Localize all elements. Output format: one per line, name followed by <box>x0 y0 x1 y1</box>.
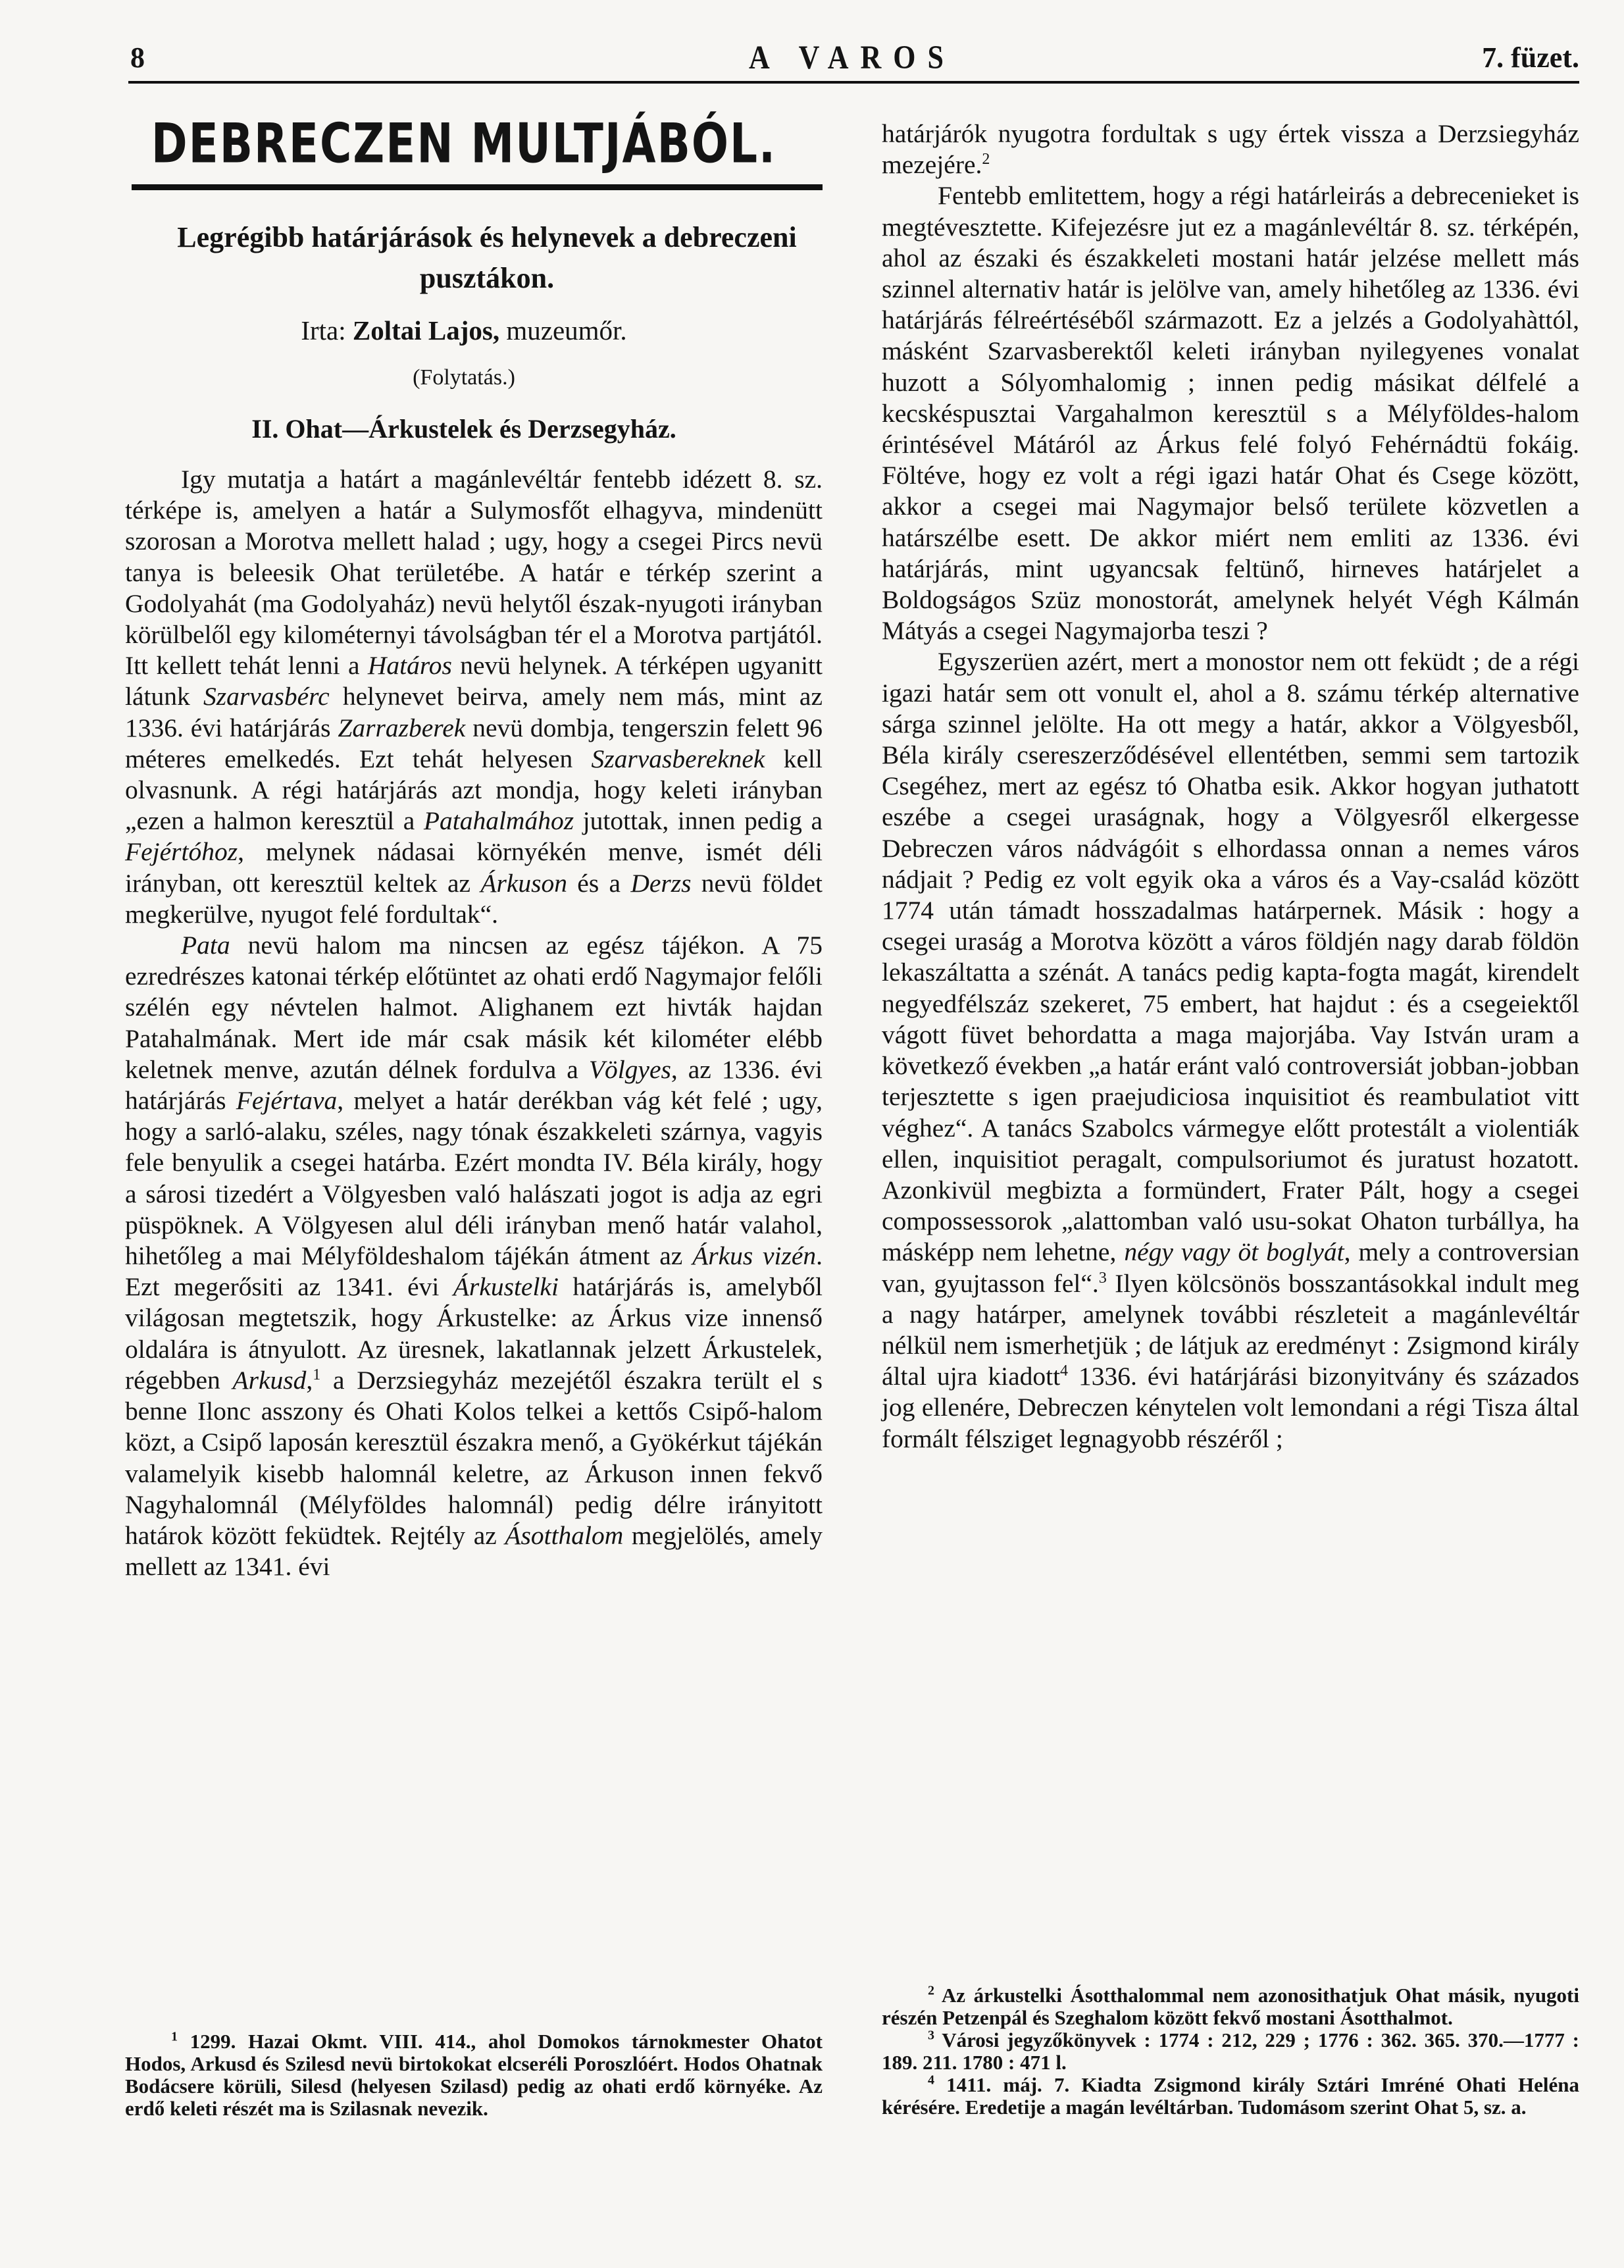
italic-term: Völgyes <box>588 1054 671 1084</box>
chapter-heading: II. Ohat—Árkustelek és Derzsegyház. <box>251 414 676 444</box>
footnote: $^4$ 1411. máj. 7. Kiadta Zsigmond király Sztári Imréné Ohati Heléna kérésére. Eredetije a magán levéltárban. Tudomásom szerint Ohat 5, sz. a. <box>882 2073 1579 2119</box>
italic-term: négy vagy öt boglyát <box>1124 1237 1344 1267</box>
header-rule <box>128 81 1579 84</box>
left-column-footnotes <box>125 2030 823 2120</box>
issue-number: 7. füzet. <box>1482 41 1579 74</box>
italic-term: Szarvasbereknek <box>591 744 765 773</box>
italic-term: Patahalmához <box>423 806 574 836</box>
section-title: DEBRECZEN MULTJÁBÓL. <box>151 112 777 176</box>
paragraph: Igy mutatja a határt a magánlevéltár fentebb idézett 8. sz. térképe is, amelyen a határ a Sulymosfőt elhagyva, mindenütt szorosan a Morotva mellett halad ; ugy, hogy a csegei Pircs nevü tanya is beleesik Ohat területébe. A határ e térkép szerint a Godolyahát (ma Godolyaház) nevü helytől észak-nyugoti irányban körülbelől egy kilométernyi távolságban tér el a Morotva partjától. Itt kellett tehát lenni a Határos nevü helynek. A térképen ugyanitt látunk Szarvasbérc helynevet beirva, amely nem más, mint az 1336. évi határjárás Zarrazberek nevü dombja, tengerszin felett 96 méteres emelkedés. Ezt tehát helyesen Szarvasbereknek kell olvasnunk. A régi határjárás azt mondja, hogy keleti irányban „ezen a halmon keresztül a Patahalmához jutottak, innen pedig a Fejértóhoz, melynek nádasai környékén menve, ismét déli irányban, ott keresztül keltek az Árkuson és a Derzs nevü földet megkerülve, nyugot felé fordultak“. <box>125 465 823 929</box>
footnote: $^3$ Városi jegyzőkönyvek : 1774 : 212, 229 ; 1776 : 362. 365. 370.—1777 : 189. 211. 1780 : 471 l. <box>882 2028 1579 2074</box>
italic-term: Határos <box>367 651 452 681</box>
paragraph: Egyszerüen azért, mert a monostor nem ott feküdt ; de a régi igazi határ sem ott vonult el, ahol a 8. számu térkép alternative sárga szinnel jelölte. Ha ott megy a határ, akkor a Völgyesből, Béla király csereszerződésével ellentétben, semmi sem tartozik Csegéhez, mert az egész tó Ohatba esik. Akkor hogyan juthatott eszébe a csegei uraságnak, hogy a Völgyesről elkergesse Debreczen város nádvágóit s elhordassa onnan a nemes város nádjait ? Pedig ez volt egyik oka a város és a Vay-család között 1774 után támadt hosszadalmas határpernek. Másik : hogy a csegei uraság a Morotva között a város földjén nagy darab földön lekaszáltatta a szénát. A tanács pedig kapta-fogta magát, kirendelt negyedfélszáz szekeret, 75 embert, hat hajdut : és a csegeiektől vágott füvet behordatta a maga majorjába. Vay István uram a következő években „a határ eránt való controversiát jobban-jobban terjesztette s igen praejudiciosa inquisitiot és reambulatiot vitt véghez“. A tanács Szabolcs vármegye előtt protestált a violentiák ellen, inquisitiot peragalt, compulsoriumot és juratust hozatott. Azonkivül megbizta a formündert, Frater Pált, hogy a csegei compossessorok „alattomban való usu-sokat Ohaton turbállya, ha másképp nem lehetne, négy vagy öt boglyát, mely a controversian van, gyujtasson fel“.$^3$ Ilyen kölcsönös bosszantásokkal indult meg a nagy határper, amelynek további részleteit a magánlevéltár nélkül nem ismerhetjük ; de látjuk az eredményt : Zsigmond király által ujra kiadott$^4$ 1336. évi határjárási bizonyitvány és százados jog ellenére, Debreczen kénytelen volt lemondani a régi Tisza által formált félsziget legnagyobb részéről ; <box>882 647 1579 1453</box>
footnote: $^2$ Az árkustelki Ásotthalommal nem azonosithatjuk Ohat másik, nyugoti részén Petzenpál és Szeghalom között fekvő mostani Ásotthalmot. <box>882 1983 1579 2029</box>
right-column-body <box>882 118 1579 1455</box>
footnote-marker: 3 <box>1098 1269 1107 1287</box>
author-role: muzeumőr. <box>506 315 627 346</box>
footnote: $^1$ 1299. Hazai Okmt. VIII. 414., ahol Domokos tárnokmester Ohatot Hodos, Arkusd és Szilesd nevü birtokokat elcseréli Poroszlóért. Hodos Ohatnak Bodácsere körüli, Silesd (helyesen Szilasd) pedig az ohati erdő környéke. Az erdő keleti részét ma is Szilasnak nevezik. <box>125 2029 823 2120</box>
italic-term: Fejértava <box>236 1086 338 1116</box>
italic-term: Derzs <box>630 868 692 898</box>
italic-term: Arkusd <box>232 1365 307 1395</box>
title-rule <box>132 184 823 190</box>
footnote-marker: 3 <box>928 2028 934 2043</box>
footnote-marker: 2 <box>928 1983 934 1998</box>
author-name: Zoltai Lajos, <box>352 315 500 346</box>
footnote-marker: 2 <box>982 151 990 168</box>
paragraph: határjárók nyugotra fordultak s ugy értek vissza a Derzsiegyház mezejére.$^2$ <box>882 119 1579 180</box>
publication-title: A VAROS <box>749 39 955 76</box>
italic-term: Árkuson <box>480 868 568 898</box>
italic-term: Árkustelki <box>453 1272 559 1302</box>
italic-term: Árkus vizén <box>692 1241 817 1271</box>
continuation-note: (Folytatás.) <box>413 365 515 390</box>
page-number: 8 <box>130 41 145 74</box>
byline-prefix: Irta: <box>301 315 346 346</box>
italic-term: Fejértóhoz <box>125 837 238 867</box>
italic-term: Zarrazberek <box>338 713 466 742</box>
italic-term: Szarvasbérc <box>203 682 330 711</box>
left-column-body <box>125 464 823 1582</box>
running-header <box>125 38 1579 84</box>
right-column-footnotes <box>882 1984 1579 2119</box>
footnote-marker: 1 <box>171 2029 178 2044</box>
byline <box>105 315 823 346</box>
footnote-marker: 4 <box>928 2073 934 2088</box>
footnote-marker: 1 <box>313 1366 321 1383</box>
italic-term: Pata <box>181 931 230 960</box>
paragraph: Pata nevü halom ma nincsen az egész tájékon. A 75 ezredrészes katonai térkép előtüntet az ohati erdő Nagymajor felőli szélén egy névtelen halmot. Alighanem ezt hivták hajdan Patahalmának. Mert ide már csak másik két kilométer elébb keletnek menve, azután délnek fordulva a Völgyes, az 1336. évi határjárás Fejértava, melyet a határ derékban vág két felé ; ugy, hogy a sarló-alaku, széles, nagy tónak északkeleti szárnya, vagyis fele benyulik a csegei határba. Ezért mondta IV. Béla király, hogy a sárosi tizedért a Völgyesben való halászati jogot is adja az egri püspöknek. A Völgyesen alul déli irányban menő határ valahol, hihetőleg a mai Mélyföldeshalom tájékán átment az Árkus vizén. Ezt megerősiti az 1341. évi Árkustelki határjárás is, amelyből világosan megtetszik, hogy Árkustelke: az Árkus vize innenső oldalára is átnyulott. Az üresnek, lakatlannak jelzett Árkustelek, régebben Arkusd,$^1$ a Derzsiegyház mezejétől északra terült el s benne Ilonc asszony és Ohati Kolos telkei a kettős Csipő-halom közt, a Csipő laposán keresztül északra menő, a Gyökérkut tájékán valamelyik kisebb halomnál keletre, az Árkuson innen fekvő Nagyhalomnál (Mélyföldes halomnál) pedig délre irányitott határok között feküdtek. Rejtély az Ásotthalom megjelölés, amely mellett az 1341. évi <box>125 931 823 1582</box>
article-subtitle: Legrégibb határjárások és helynevek a debreczeni pusztákon. <box>177 221 797 294</box>
paragraph: Fentebb emlitettem, hogy a régi határleirás a debrecenieket is megtévesztette. Kifejezésre jut ez a magánlevéltár 8. sz. térképén, ahol az északi és északkeleti mostani határ jelzése mellett más szinnel alternativ határ is jelölve van, amely hihetőleg az 1336. évi határjárás félreértéséből származott. Ez a jelzés a Godolyahàttól, másként Szarvasberektől keleti irányban nyilegyenes vonalat huzott a Sólyomhalomig ; innen pedig másikat délfelé a kecskéspusztai Vargahalmon keresztül s a Mélyföldes-halom érintésével Mátáról az Árkus felé folyó Fehérnádtü fokáig. Föltéve, hogy ez volt a régi igazi határ Ohat és Csege között, akkor a csegei mai Nagymajor belső területe közvetlen a határszélbe esett. De akkor miért nem emliti az 1336. évi határjárás, mint ugyancsak feltünő, hirneves határjelet a Boldogságos Szüz monostorát, amelynek helyét Végh Kálmán Mátyás a csegei Nagymajorba teszi ? <box>882 181 1579 646</box>
footnote-marker: 4 <box>1060 1362 1069 1379</box>
italic-term: Ásotthalom <box>505 1520 624 1550</box>
